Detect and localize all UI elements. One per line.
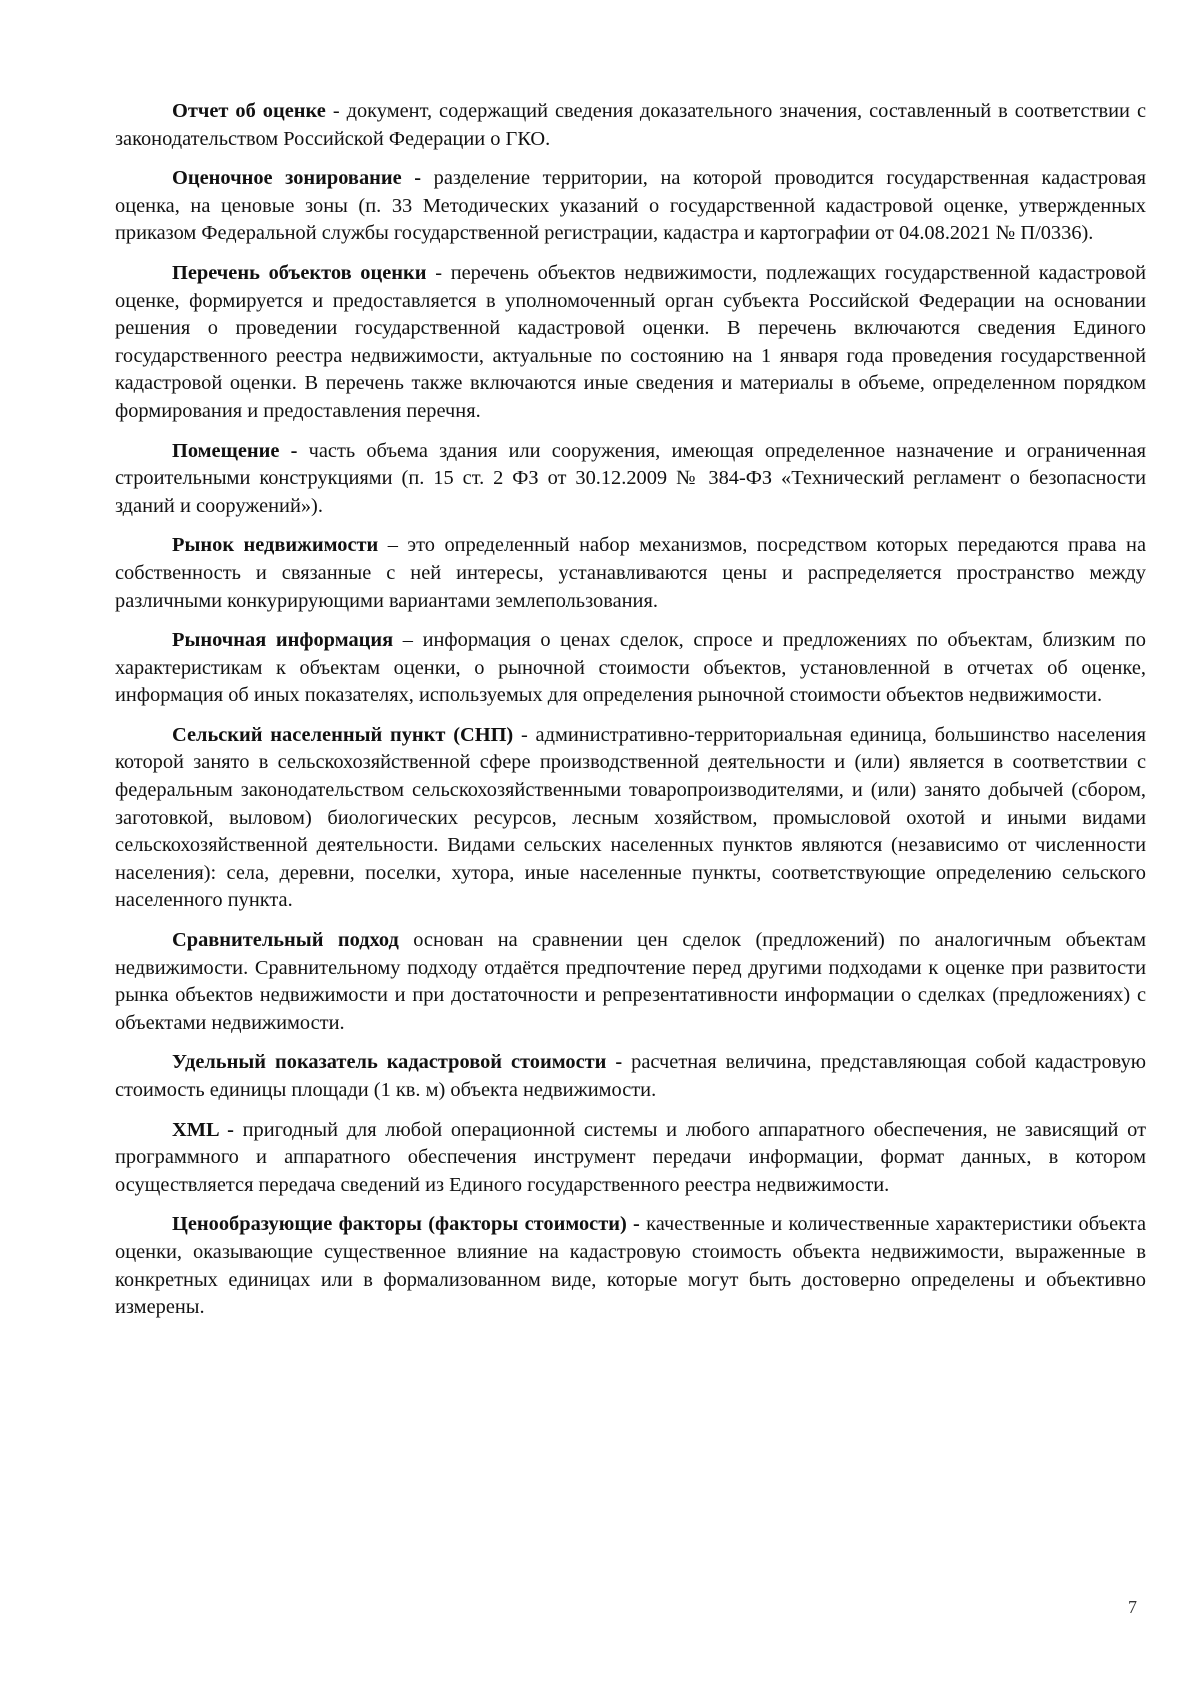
glossary-definition: - документ, содержащий сведения доказательного значения, составленный в соответствии с законодательством Российской Федерации о ГКО. — [115, 100, 1146, 150]
glossary-entry-comparative-approach — [115, 927, 1146, 1037]
glossary-term: Сравнительный подход — [172, 929, 399, 952]
glossary-definition: расчетная величина, представляющая собой кадастровую стоимость единицы площади (1 кв. м) объекта недвижимости. — [115, 1051, 1147, 1101]
glossary-definition: качественные и количественные характеристики объекта оценки, оказывающие существенное влияние на кадастровую стоимость объекта недвижимости, выраженные в конкретных единицах или в формализованном виде, которые могут быть достоверно определены и объективно измерены. — [115, 1213, 1147, 1319]
glossary-entry-premises — [115, 438, 1146, 521]
glossary-term: Удельный показатель кадастровой стоимости - — [172, 1051, 623, 1074]
glossary-term: Ценообразующие факторы (факторы стоимости) - — [172, 1213, 640, 1236]
glossary-term: Рыночная информация — [172, 629, 394, 652]
glossary-entry-real-estate-market — [115, 532, 1146, 615]
glossary-definition: разделение территории, на которой проводится государственная кадастровая оценка, на ценовые зоны (п. 33 Методических указаний о государственной кадастровой оценке, утвержденных приказом Федеральной службы государственной регистрации, кадастра и картографии от 04.08.2021 № П/0336). — [115, 167, 1147, 245]
glossary-definition: пригодный для любой операционной системы и любого аппаратного обеспечения, не зависящий от программного и аппаратного обеспечения инструмент передачи информации, формат данных, в котором осуществляется передача сведений из Единого государственного реестра недвижимости. — [115, 1118, 1146, 1196]
glossary-term: Помещение - — [172, 439, 298, 462]
glossary-definition: - перечень объектов недвижимости, подлежащих государственной кадастровой оценке, формируется и предоставляется в уполномоченный орган субъекта Российской Федерации на основании решения о проведении государственной кадастровой оценки. В перечень включаются сведения Единого государственного реестра недвижимости, актуальные по состоянию на 1 января года проведения государственной кадастровой оценки. В перечень также включаются иные сведения и материалы в объеме, определенном порядком формирования и предоставления перечня. — [115, 261, 1147, 422]
page-number: 7 — [1128, 1597, 1137, 1617]
glossary-entry-list-of-objects — [115, 260, 1146, 426]
glossary-definition: – это определенный набор механизмов, посредством которых передаются права на собственность и связанные с ней интересы, устанавливаются цены и распределяется пространство между различными конкурирующими вариантами землепользования. — [115, 534, 1146, 612]
glossary-content — [115, 98, 1146, 1334]
glossary-term: Оценочное зонирование - — [172, 167, 422, 190]
glossary-term: Сельский населенный пункт (СНП) — [172, 723, 514, 746]
glossary-term: Отчет об оценке — [172, 100, 326, 122]
glossary-entry-valuation-report — [115, 98, 1146, 153]
glossary-entry-market-information — [115, 627, 1146, 710]
glossary-entry-valuation-zoning — [115, 165, 1146, 248]
glossary-definition: - административно-территориальная единица, большинство населения которой занято в сельскохозяйственной сфере производственной деятельности и (или) является в соответствии с федеральным законодательством сельскохозяйственными товаропроизводителями, и (или) занято добычей (сбором, заготовкой, выловом) биологических ресурсов, лесным хозяйством, промысловой охотой и иными видами сельскохозяйственной деятельности. Видами сельских населенных пунктов являются (независимо от численности населения): села, деревни, поселки, хутора, иные населенные пункты, соответствующие определению сельского населенного пункта. — [115, 723, 1147, 912]
glossary-entry-specific-cadastral-value — [115, 1049, 1146, 1104]
glossary-definition: основан на сравнении цен сделок (предложений) по аналогичным объектам недвижимости. Сравнительному подходу отдаётся предпочтение перед другими подходами к оценке при развитости рынка объектов недвижимости и при достаточности и репрезентативности информации о сделках (предложениях) с объектами недвижимости. — [115, 929, 1146, 1034]
glossary-entry-xml — [115, 1117, 1146, 1200]
glossary-term: XML - — [172, 1118, 234, 1141]
glossary-definition: – информация о ценах сделок, спросе и предложениях по объектам, близким по характеристикам к объектам оценки, о рыночной стоимости объектов, установленной в отчетах об оценке, информация об иных показателях, используемых для определения рыночной стоимости объектов недвижимости. — [115, 629, 1146, 707]
glossary-definition: часть объема здания или сооружения, имеющая определенное назначение и ограниченная строительными конструкциями (п. 15 ст. 2 ФЗ от 30.12.2009 № 384-ФЗ «Технический регламент о безопасности зданий и сооружений»). — [115, 439, 1146, 517]
glossary-entry-rural-settlement — [115, 722, 1146, 915]
glossary-entry-pricing-factors — [115, 1211, 1146, 1321]
glossary-term: Перечень объектов оценки — [172, 261, 427, 284]
glossary-term: Рынок недвижимости — [172, 534, 379, 557]
